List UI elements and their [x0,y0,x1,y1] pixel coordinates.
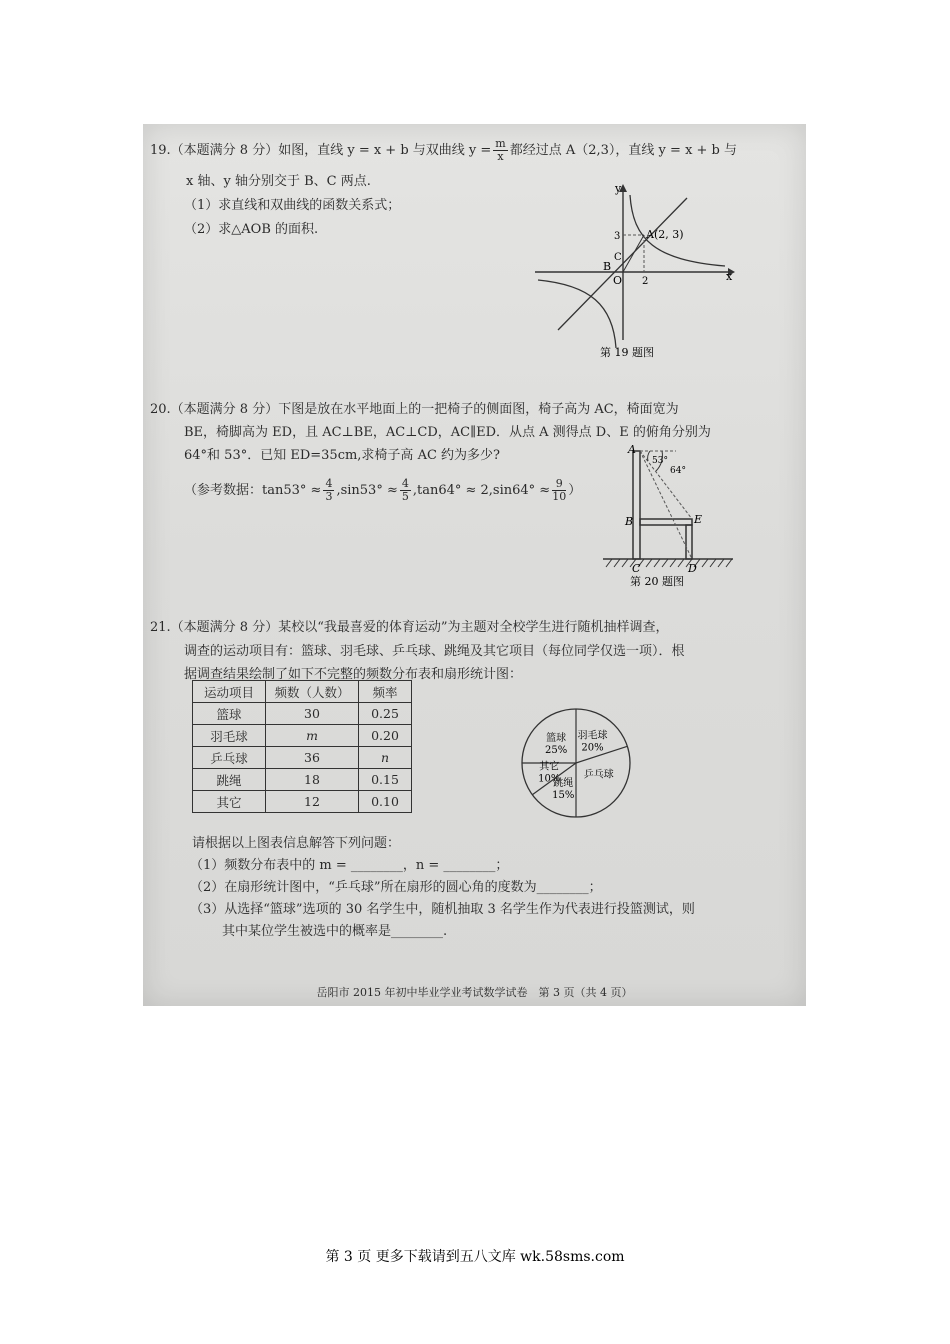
q19-point-c: C [614,252,622,263]
q20-label-b: B [625,515,634,528]
q19-part2: （2）求△AOB 的面积. [184,222,319,237]
q20-line3: 64°和 53°．已知 ED=35cm,求椅子高 AC 约为多少? [184,448,501,463]
table-cell: n [359,747,412,769]
table-cell: 跳绳 [193,769,266,791]
pie-slice-value: 20% [581,742,604,754]
q19-axis-y: y [615,182,622,195]
pie-slice-label: 其它 [539,761,560,773]
table-header-row [193,681,412,703]
q21-part1: （1）频数分布表中的 m = ________，n = ________； [190,858,509,873]
q19-point-a: A(2, 3) [646,228,684,241]
table-row [193,791,412,813]
q20-reference: （参考数据：tan53° ≈ $\frac{4}{3}$ ,sin53° ≈ $\frac{4}{5}$ ,tan64° ≈ 2,sin64° ≈ $\frac{9}{10}$ ） [184,477,582,503]
table-cell: 12 [266,791,359,813]
q19-figure [530,180,740,365]
table-row [193,725,412,747]
q20-angle-64: 64° [670,466,686,476]
table-header: 频数（人数） [266,681,359,703]
q20-label-d: D [688,562,697,575]
q19-tick-3: 3 [614,231,621,242]
pie-slice-value: 25% [545,745,568,757]
table-row [193,769,412,791]
q21-part3-cont: 其中某位学生被选中的概率是________. [222,924,448,939]
q20-line1: 20.（本题满分 8 分）下图是放在水平地面上的一把椅子的侧面图，椅子高为 AC，椅面宽为 [150,402,679,417]
table-cell: 36 [266,747,359,769]
pie-chart [508,705,658,825]
q20-label-c: C [632,562,641,575]
q20-angle-53: 53° [652,456,668,466]
table-cell: 18 [266,769,359,791]
table-cell: 0.25 [359,703,412,725]
q19-axis-x: x [726,270,733,283]
table-cell: 乒乓球 [193,747,266,769]
table-row [193,703,412,725]
q20-caption: 第 20 题图 [630,575,684,588]
pie-slice-label: 篮球 [546,733,567,745]
table-header: 运动项目 [193,681,266,703]
q19-origin: O [613,274,623,287]
q21-part3: （3）从选择“篮球”选项的 30 名学生中，随机抽取 3 名学生作为代表进行投篮测试，则 [190,902,695,917]
pie-slice-value: 10% [538,773,561,785]
table-cell: 30 [266,703,359,725]
table-cell: 其它 [193,791,266,813]
exam-footer: 岳阳市 2015 年初中毕业学业考试数学试卷 第 3 页（共 4 页） [316,986,633,999]
table-cell: 篮球 [193,703,266,725]
pie-slice-label: 跳绳 [553,778,574,790]
frequency-table [192,680,412,813]
q21-questions-intro: 请根据以上图表信息解答下列问题： [192,836,401,851]
table-cell: 0.10 [359,791,412,813]
q19-line2: x 轴、y 轴分别交于 B、C 两点. [186,174,371,189]
q21-line1: 21.（本题满分 8 分）某校以“我最喜爱的体育运动”为主题对全校学生进行随机抽样调查， [150,620,669,635]
pie-slice-value: 15% [552,790,575,802]
table-cell: m [266,725,359,747]
table-row [193,747,412,769]
q21-line2: 调查的运动项目有：篮球、羽毛球、乒乓球、跳绳及其它项目（每位同学仅选一项）．根 [184,644,685,659]
q20-figure [598,443,748,591]
q21-line3: 据调查结果绘制了如下不完整的频数分布表和扇形统计图： [184,667,523,682]
q19-line1: 19.（本题满分 8 分）如图，直线 y = x + b 与双曲线 y = $\frac{m}{x}$ 都经过点 A（2,3），直线 y = x + b 与 [150,137,738,163]
table-cell: 0.20 [359,725,412,747]
q20-line2: BE，椅脚高为 ED，且 AC⊥BE，AC⊥CD，AC∥ED．从点 A 测得点 D、E 的俯角分别为 [184,425,711,440]
q19-tick-2: 2 [642,276,649,287]
q19-caption: 第 19 题图 [600,346,654,359]
table-header: 频率 [359,681,412,703]
q21-part2: （2）在扇形统计图中，“乒乓球”所在扇形的圆心角的度数为________； [190,880,602,895]
q20-label-a: A [628,443,636,456]
q19-point-b: B [603,260,612,273]
table-cell: 0.15 [359,769,412,791]
table-cell: 羽毛球 [193,725,266,747]
pie-slice-label: 乒乓球 [583,769,614,781]
pie-slice-label: 羽毛球 [577,730,608,742]
page-footer: 第 3 页 更多下载请到五八文库 wk.58sms.com [325,1249,625,1265]
q19-part1: （1）求直线和双曲线的函数关系式； [184,198,401,213]
q20-label-e: E [694,513,703,526]
